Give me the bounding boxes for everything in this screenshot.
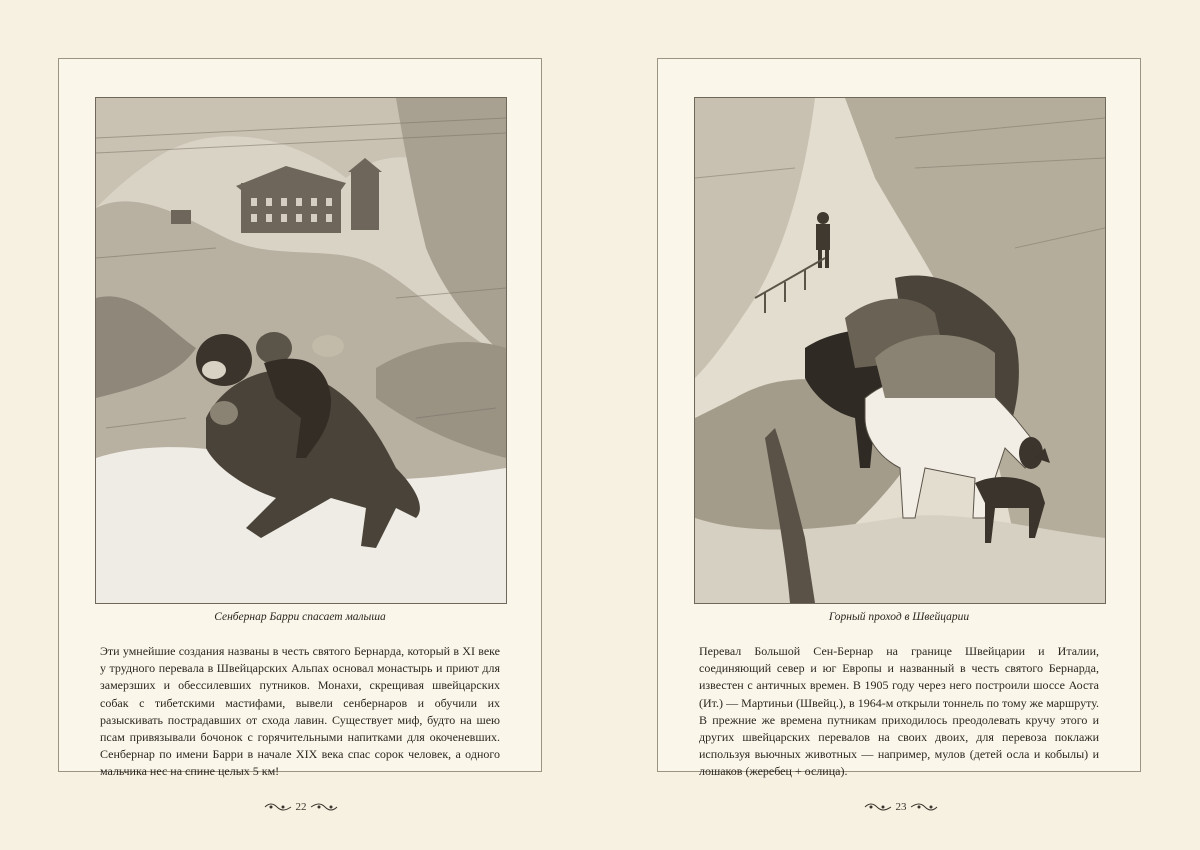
right-flourish-icon: [909, 802, 939, 812]
left-flourish-icon: [863, 802, 893, 812]
illustration-caption: Сенбернар Барри спасает малыша: [214, 611, 386, 623]
right-page: [657, 58, 1141, 779]
left-flourish-icon: [263, 802, 293, 812]
engraving-pack-animals-in-pass: [695, 98, 1105, 603]
page-number: 23: [895, 801, 907, 813]
illustration-caption: Горный проход в Швейцарии: [828, 611, 970, 623]
engraving-dog-carrying-child: [96, 98, 506, 603]
illustration-dog-rescue: [95, 97, 507, 604]
page-number: 22: [295, 801, 307, 813]
right-flourish-icon: [309, 802, 339, 812]
page-number-right: [841, 801, 961, 813]
page-number-left: [241, 801, 361, 813]
body-paragraph: Эти умнейшие создания названы в честь святого Бернарда, который в XI веке у трудного перевала в Швейцарских Альпах основал монастырь и приют для замерзших и обессилевших путников. Монахи, скрещивая швейцарских собак с тибетскими мастифами, вывели сенбернаров и обучили их разыскивать пострадавших от схода лавин. Существует миф, будто на шею псам привязывали бочонок с горячительными напитками для окоченевших. Сенбернар по имени Барри в начале XIX века спас сорок человек, а одного мальчика нес на спине целых 5 км!: [100, 644, 500, 779]
left-page: [58, 58, 542, 779]
illustration-mountain-pass: [694, 97, 1106, 604]
body-paragraph: Перевал Большой Сен-Бернар на границе Швейцарии и Италии, соединяющий север и юг Европы и названный в честь святого Бернарда, известен с античных времен. В 1905 году через него построили шоссе Аоста (Ит.) — Мартиньи (Швейц.), в 1964-м открыли тоннель по тому же маршруту. В прежние же времена путникам приходилось преодолевать кручу этого и других швейцарских перевалов на своих двоих, для перевоза поклажи используя вьючных животных — например, мулов (детей осла и кобылы) и лошаков (жеребец + ослица).: [699, 644, 1099, 779]
